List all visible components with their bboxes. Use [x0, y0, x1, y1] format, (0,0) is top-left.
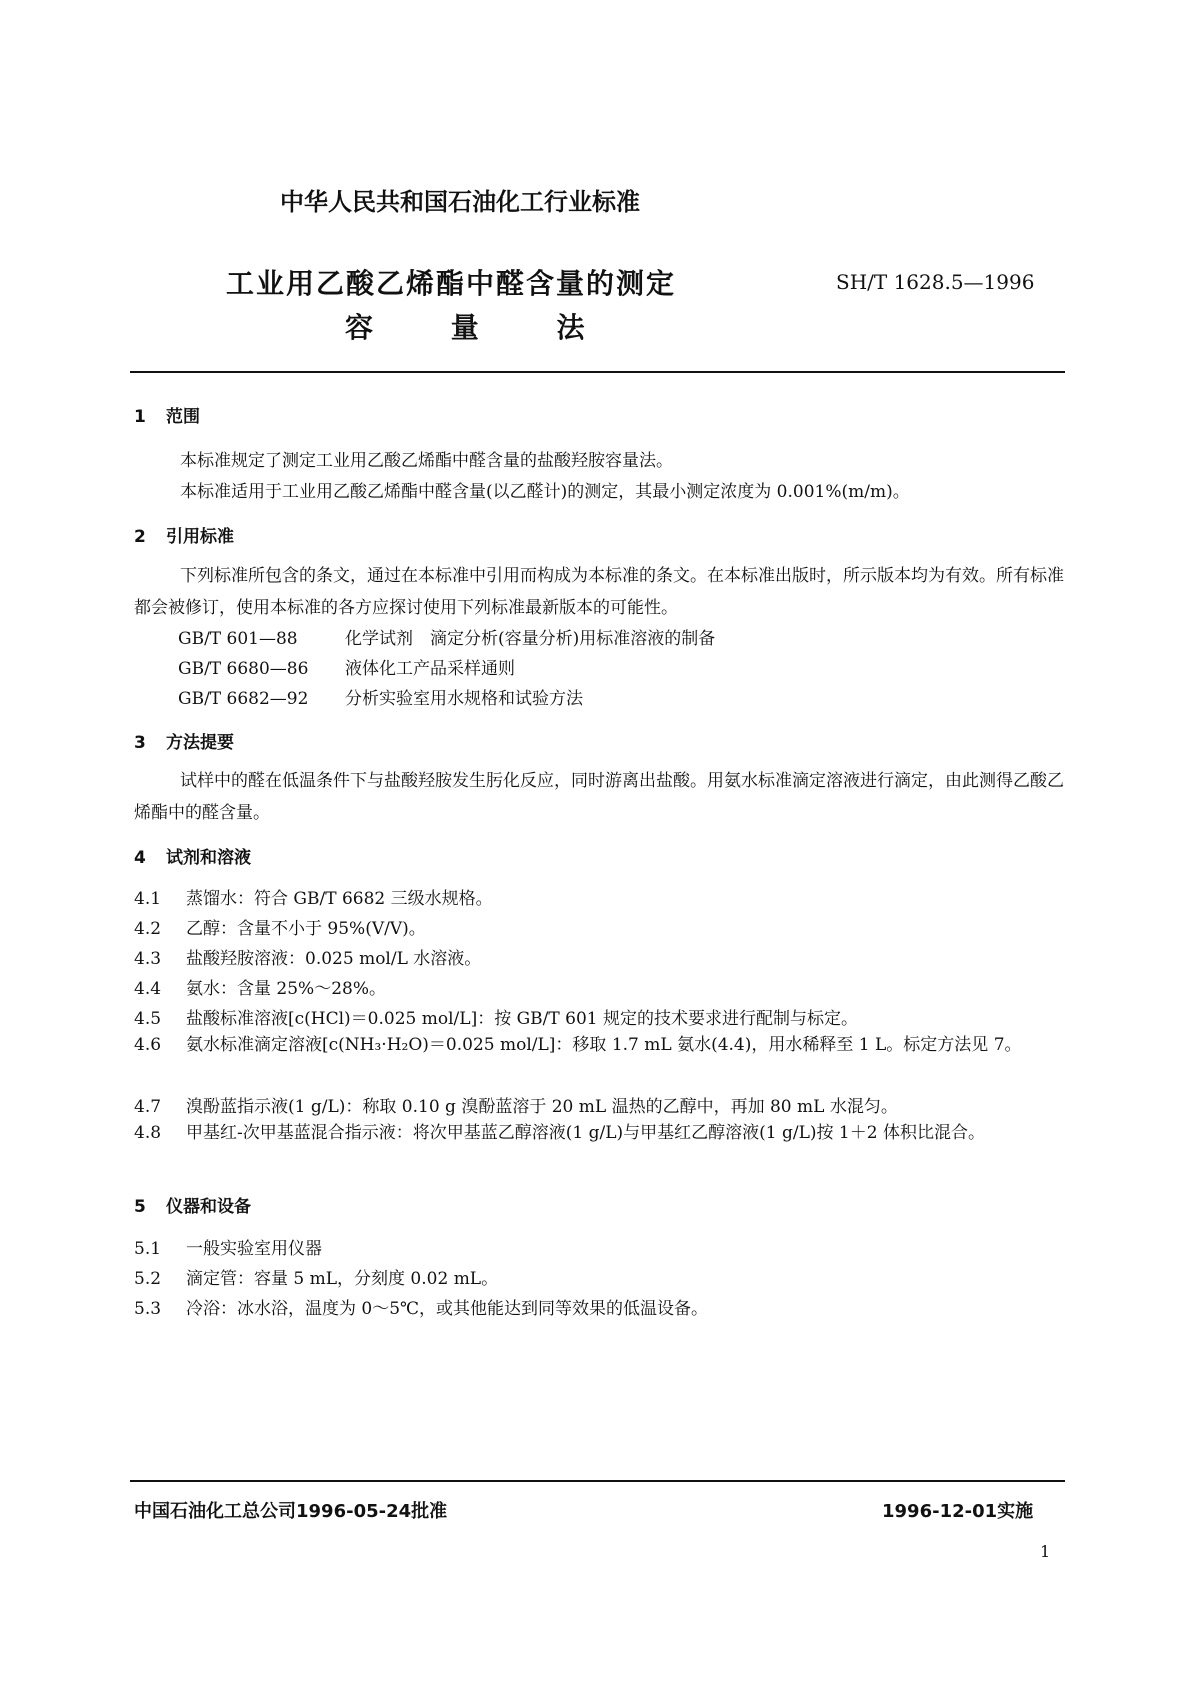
page-number: 1: [1040, 1542, 1051, 1561]
item-number: 4.7: [134, 1097, 162, 1117]
item-number: 5.1: [134, 1239, 162, 1259]
reagent-item: [134, 974, 386, 999]
reference-title: 分析实验室用水规格和试验方法: [345, 689, 583, 709]
item-text: 冷浴：冰水浴，温度为 0～5℃，或其他能达到同等效果的低温设备。: [186, 1299, 709, 1319]
standard-code: SH/T 1628.5—1996: [836, 270, 1035, 294]
equipment-item: [134, 1264, 498, 1289]
reagent-item: [134, 1004, 858, 1029]
section-4-heading: [134, 843, 251, 868]
document-subtitle: 容 量 法: [345, 311, 585, 344]
reference-item: [178, 624, 715, 649]
section-title: 试剂和溶液: [166, 848, 251, 868]
reagent-item: [134, 884, 493, 909]
header-divider: [130, 371, 1065, 373]
item-number: 4.2: [134, 919, 162, 939]
item-number: 4.3: [134, 949, 162, 969]
section-title: 范围: [166, 407, 200, 427]
section-number: 1: [134, 407, 146, 427]
reference-title: 液体化工产品采样通则: [345, 659, 515, 679]
section-title: 仪器和设备: [166, 1197, 251, 1217]
equipment-item: [134, 1234, 322, 1259]
item-text: 蒸馏水：符合 GB/T 6682 三级水规格。: [186, 889, 493, 909]
item-number: 4.1: [134, 889, 162, 909]
section-1-heading: [134, 402, 200, 427]
item-text: 盐酸标准溶液[c(HCl)＝0.025 mol/L]：按 GB/T 601 规定的技术要求进行配制与标定。: [186, 1009, 858, 1029]
document-title: 工业用乙酸乙烯酯中醛含量的测定: [226, 267, 677, 300]
section-number: 3: [134, 733, 146, 753]
reference-title: 化学试剂 滴定分析(容量分析)用标准溶液的制备: [345, 629, 716, 649]
reagent-item: [134, 914, 426, 939]
reagent-item: [134, 944, 481, 969]
section-3-paragraph: 试样中的醛在低温条件下与盐酸羟胺发生肟化反应，同时游离出盐酸。用氨水标准滴定溶液进行滴定，由此测得乙酸乙烯酯中的醛含量。: [134, 771, 1064, 823]
item-text: 盐酸羟胺溶液：0.025 mol/L 水溶液。: [186, 949, 482, 969]
item-number: 5.2: [134, 1269, 162, 1289]
section-5-heading: [134, 1192, 251, 1217]
section-1-paragraph-1: 本标准规定了测定工业用乙酸乙烯酯中醛含量的盐酸羟胺容量法。: [180, 451, 673, 471]
section-number: 5: [134, 1197, 146, 1217]
section-number: 2: [134, 527, 146, 547]
reference-code: GB/T 601—88: [178, 629, 298, 649]
reference-item: [178, 684, 583, 709]
approval-line: 中国石油化工总公司1996-05-24批准: [134, 1501, 448, 1522]
item-number: 4.8: [134, 1123, 162, 1143]
item-text: 氨水标准滴定溶液[c(NH₃·H₂O)＝0.025 mol/L]：移取 1.7 mL 氨水(4.4)，用水稀释至 1 L。标定方法见 7。: [186, 1035, 1022, 1055]
section-2-paragraph: 下列标准所包含的条文，通过在本标准中引用而构成为本标准的条文。在本标准出版时，所示版本均为有效。所有标准都会被修订，使用本标准的各方应探讨使用下列标准最新版本的可能性。: [134, 566, 1064, 618]
item-text: 滴定管：容量 5 mL，分刻度 0.02 mL。: [186, 1269, 499, 1289]
reference-code: GB/T 6682—92: [178, 689, 309, 709]
item-number: 4.5: [134, 1009, 162, 1029]
item-text: 甲基红-次甲基蓝混合指示液：将次甲基蓝乙醇溶液(1 g/L)与甲基红乙醇溶液(1 g/L)按 1＋2 体积比混合。: [186, 1123, 985, 1143]
reagent-item: [134, 1092, 898, 1117]
footer-divider: [130, 1480, 1065, 1482]
reference-item: [178, 654, 515, 679]
section-title: 引用标准: [166, 527, 234, 547]
section-number: 4: [134, 848, 146, 868]
standard-category: 中华人民共和国石油化工行业标准: [280, 188, 640, 216]
item-number: 4.6: [134, 1035, 162, 1055]
reagent-item: [134, 1029, 1064, 1061]
reference-code: GB/T 6680—86: [178, 659, 309, 679]
item-text: 一般实验室用仪器: [186, 1239, 322, 1259]
reagent-item: [134, 1117, 1064, 1149]
item-text: 氨水：含量 25%～28%。: [186, 979, 386, 999]
item-text: 溴酚蓝指示液(1 g/L)：称取 0.10 g 溴酚蓝溶于 20 mL 温热的乙醇中，再加 80 mL 水混匀。: [186, 1097, 898, 1117]
item-number: 4.4: [134, 979, 162, 999]
item-number: 5.3: [134, 1299, 162, 1319]
section-1-paragraph-2: 本标准适用于工业用乙酸乙烯酯中醛含量(以乙醛计)的测定，其最小测定浓度为 0.001%(m/m)。: [180, 482, 910, 502]
section-3-heading: [134, 728, 234, 753]
item-text: 乙醇：含量不小于 95%(V/V)。: [186, 919, 426, 939]
section-title: 方法提要: [166, 733, 234, 753]
section-2-heading: [134, 522, 234, 547]
effective-date: 1996-12-01实施: [882, 1501, 1034, 1522]
equipment-item: [134, 1294, 708, 1319]
